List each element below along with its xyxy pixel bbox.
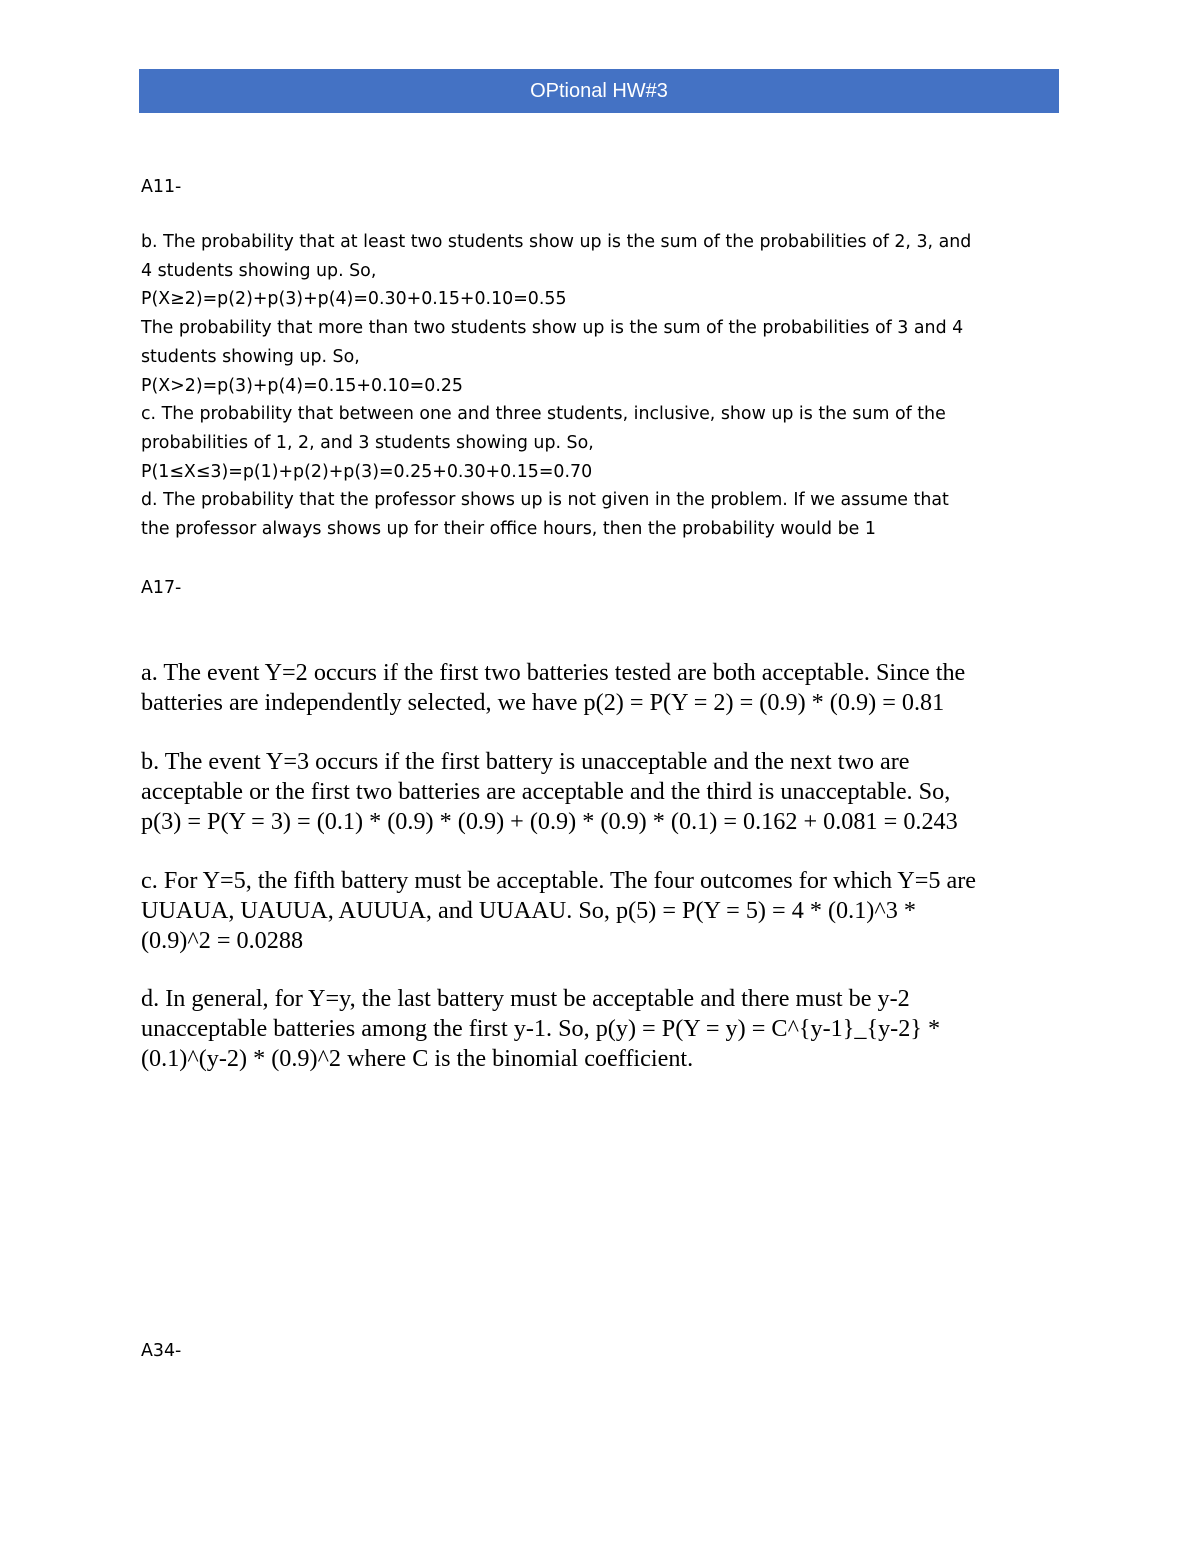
a11-line: The probability that more than two students show up is the sum of the probabilities of 3 and 4 (141, 318, 964, 339)
a11-line: the professor always shows up for their office hours, then the probability would be 1 (141, 519, 876, 540)
a11-line: probabilities of 1, 2, and 3 students showing up. So, (141, 432, 594, 453)
a11-line: P(1≤X≤3)=p(1)+p(2)+p(3)=0.25+0.30+0.15=0.70 (141, 461, 593, 482)
a17-part-d (141, 984, 1071, 1074)
section-label-a17: A17- (141, 578, 182, 598)
a11-line: P(X≥2)=p(2)+p(3)+p(4)=0.30+0.15+0.10=0.55 (141, 289, 567, 310)
section-label-a11: A11- (141, 177, 182, 197)
a17-part-a-line: a. The event Y=2 occurs if the first two batteries tested are both acceptable. Since the (141, 659, 966, 686)
a11-line: P(X>2)=p(3)+p(4)=0.15+0.10=0.25 (141, 375, 463, 396)
a17-part-d-line: (0.1)^(y-2) * (0.9)^2 where C is the binomial coefficient. (141, 1045, 694, 1072)
a11-line: students showing up. So, (141, 346, 360, 367)
a17-part-b-line: b. The event Y=3 occurs if the first battery is unacceptable and the next two are (141, 748, 910, 775)
a11-answer-block (141, 228, 1061, 544)
a11-line: 4 students showing up. So, (141, 260, 377, 281)
section-label-a34: A34- (141, 1341, 182, 1361)
document-header (139, 69, 1059, 113)
a17-part-b (141, 747, 1071, 837)
a17-part-a-line: batteries are independently selected, we have p(2) = P(Y = 2) = (0.9) * (0.9) = 0.81 (141, 689, 945, 716)
a17-part-d-line: d. In general, for Y=y, the last battery must be acceptable and there must be y-2 (141, 985, 910, 1012)
a11-line: d. The probability that the professor shows up is not given in the problem. If we assume that (141, 490, 949, 511)
a17-part-b-line: p(3) = P(Y = 3) = (0.1) * (0.9) * (0.9) + (0.9) * (0.9) * (0.1) = 0.162 + 0.081 = 0.243 (141, 808, 958, 835)
a11-line: b. The probability that at least two students show up is the sum of the probabilities of 2, 3, and (141, 232, 972, 252)
a17-part-a (141, 658, 1071, 718)
document-title: OPtional HW#3 (530, 79, 668, 102)
a17-part-c (141, 866, 1071, 956)
a11-line: c. The probability that between one and three students, inclusive, show up is the sum of the (141, 404, 946, 425)
a17-part-c-line: (0.9)^2 = 0.0288 (141, 927, 304, 954)
a17-part-b-line: acceptable or the first two batteries are acceptable and the third is unacceptable. So, (141, 778, 951, 805)
a17-part-c-line: c. For Y=5, the fifth battery must be acceptable. The four outcomes for which Y=5 are (141, 867, 977, 894)
a17-part-c-line: UUAUA, UAUUA, AUUUA, and UUAAU. So, p(5) = P(Y = 5) = 4 * (0.1)^3 * (141, 897, 916, 924)
a17-part-d-line: unacceptable batteries among the first y-1. So, p(y) = P(Y = y) = C^{y-1}_{y-2} * (141, 1015, 941, 1042)
